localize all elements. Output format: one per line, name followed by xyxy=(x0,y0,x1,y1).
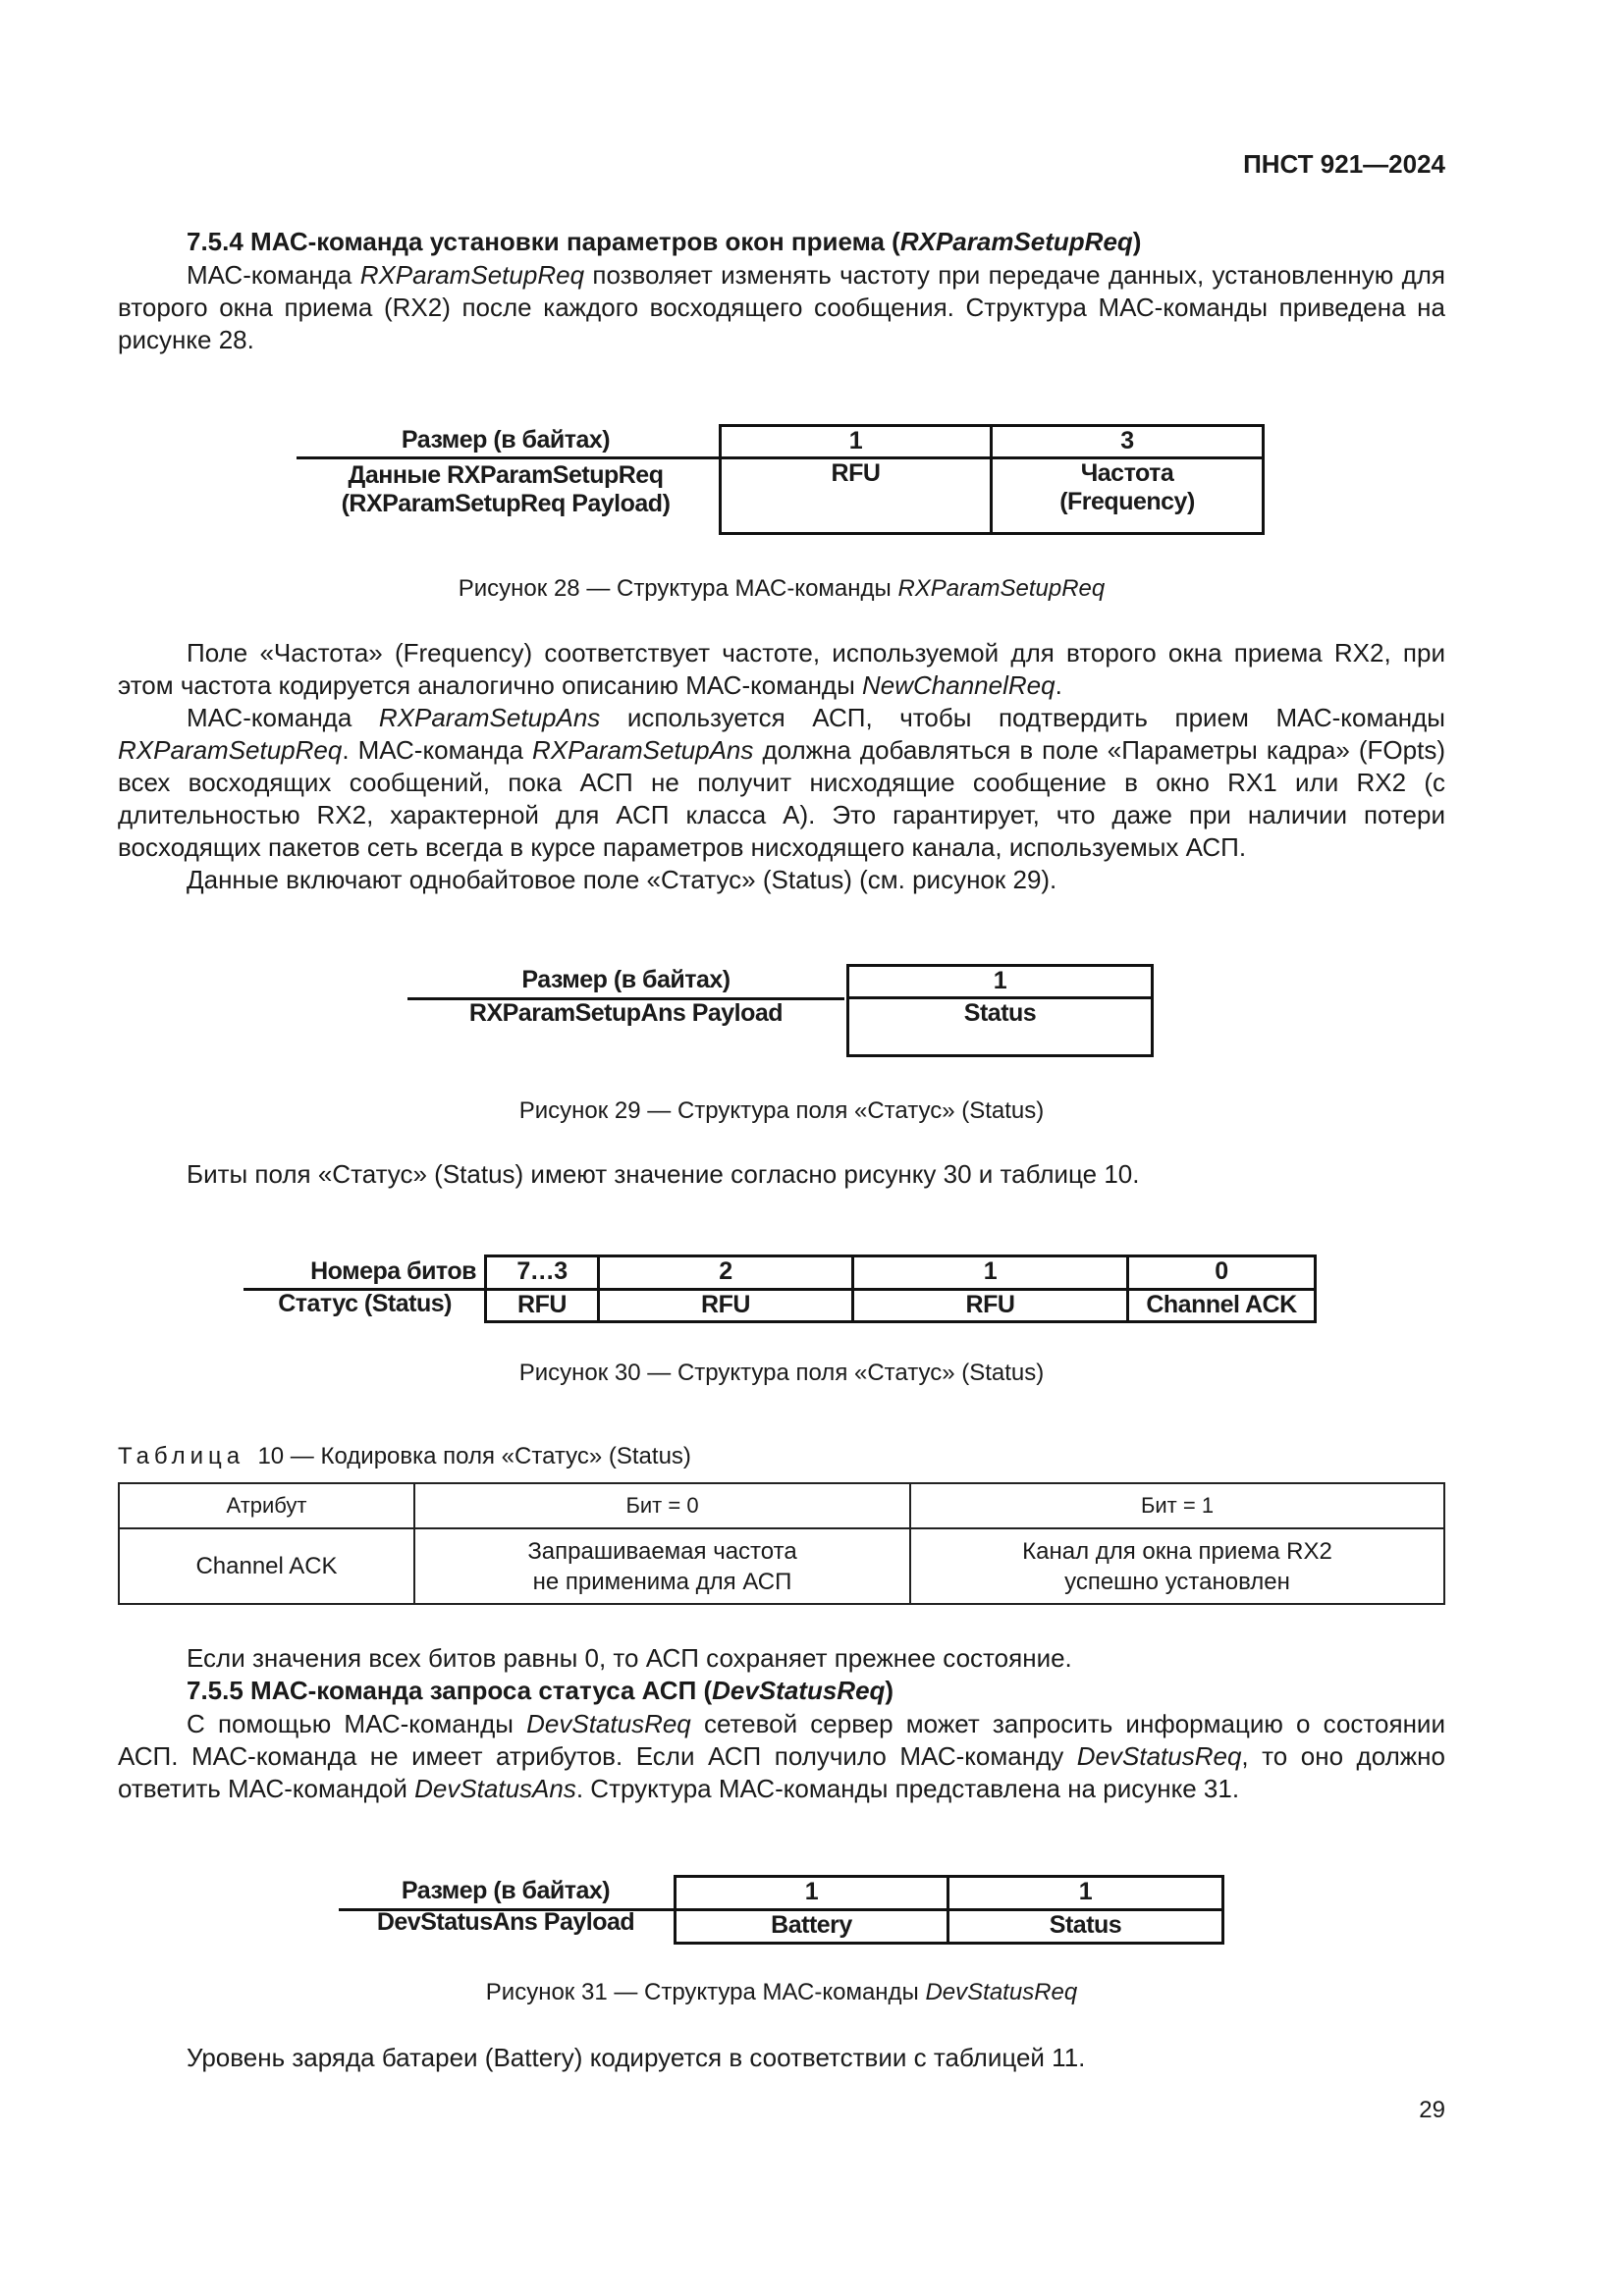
fig31-field-status: Status xyxy=(947,1908,1224,1945)
fig31-field-battery: Battery xyxy=(674,1908,949,1945)
cell-bit-1 xyxy=(910,1528,1444,1604)
text: . xyxy=(1055,670,1062,700)
command-name: RXParamSetupReq xyxy=(359,260,585,290)
fig30-bit-1: 1 xyxy=(851,1255,1129,1291)
section-heading-7-5-5 xyxy=(118,1675,1445,1707)
cell-attribute: Channel ACK xyxy=(119,1528,414,1604)
text: Рисунок 31 — Структура МАС-команды xyxy=(485,1979,926,2005)
fig28-size-1: 1 xyxy=(719,424,993,459)
fig28-size-label: Размер (в байтах) xyxy=(401,426,611,454)
fig30-status-label: Статус (Status) xyxy=(278,1290,452,1317)
command-name: DevStatusReq xyxy=(925,1979,1078,2005)
text: , то оно должно ответить МАС-командой xyxy=(118,1741,1445,1803)
heading-close: ) xyxy=(885,1676,894,1705)
command-name: NewChannelReq xyxy=(862,670,1056,700)
table10 xyxy=(118,1482,1445,1605)
heading-close: ) xyxy=(1132,227,1142,256)
fig28-label-rule xyxy=(297,456,719,459)
text: Поле «Частота» (Frequency) соответствует частоте, используемой для второго окна приема RX2, при этом частота кодируется аналогично описанию МАС-команды xyxy=(118,638,1445,700)
paragraph-frequency xyxy=(118,637,1445,702)
line: (Frequency) xyxy=(1059,488,1195,515)
paragraph-status-byte: Данные включают однобайтовое поле «Статус» (Status) (см. рисунок 29). xyxy=(187,865,1057,894)
header-bit-0: Бит = 0 xyxy=(414,1483,910,1528)
paragraph-zero-bits: Если значения всех битов равны 0, то АСП сохраняет прежнее состояние. xyxy=(187,1643,1072,1673)
command-name: RXParamSetupReq xyxy=(118,735,343,765)
command-name: RXParamSetupAns xyxy=(378,703,601,732)
command-name: DevStatusAns xyxy=(414,1774,576,1803)
cell-bit-0 xyxy=(414,1528,910,1604)
text: МАС-команда xyxy=(187,703,379,732)
fig31-size-2: 1 xyxy=(947,1875,1224,1911)
heading-text: 7.5.5 МАС-команда запроса статуса АСП ( xyxy=(187,1676,713,1705)
command-name: DevStatusReq xyxy=(1076,1741,1242,1771)
document-code: ПНСТ 921—2024 xyxy=(1243,149,1445,179)
paragraph-battery: Уровень заряда батареи (Battery) кодируется в соответствии с таблицей 11. xyxy=(187,2043,1086,2072)
header-bit-1: Бит = 1 xyxy=(910,1483,1444,1528)
fig30-bit-2: 2 xyxy=(597,1255,854,1291)
table-word: Таблица xyxy=(118,1443,245,1469)
text: . Структура МАС-команды представлена на рисунке 31. xyxy=(575,1774,1240,1803)
text: сетевой сервер может запросить информацию о состоянии АСП. МАС-команда не имеет атрибутов. Если АСП получило МАС-команду xyxy=(118,1709,1445,1771)
fig30-bits-label: Номера битов xyxy=(310,1257,476,1285)
page-number: 29 xyxy=(1419,2097,1445,2123)
fig28-caption xyxy=(0,575,1563,603)
fig30-bit-0: 0 xyxy=(1126,1255,1317,1291)
paragraph-rxparamsetupreq xyxy=(118,259,1445,356)
fig28-payload-label-2: (RXParamSetupReq Payload) xyxy=(341,490,671,517)
line: Частота xyxy=(1080,459,1174,487)
text: Рисунок 28 — Структура МАС-команды xyxy=(458,575,898,602)
fig29-size: 1 xyxy=(846,964,1154,999)
fig31-size-label: Размер (в байтах) xyxy=(401,1877,611,1904)
text: МАС-команда xyxy=(187,260,360,290)
line: успешно установлен xyxy=(1064,1568,1290,1595)
line: не применима для АСП xyxy=(532,1568,792,1595)
heading-command: RXParamSetupReq xyxy=(899,227,1133,256)
line: Канал для окна приема RX2 xyxy=(1022,1537,1332,1565)
text: должна добавляться в поле «Параметры кадра» (FOpts) всех восходящих сообщений, пока АСП не получит нисходящие сообщение в окно RX1 или RX2 (с длительностью RX2, характерной для АСП класса А). Это гарантирует, что даже при наличии потери восходящих пакетов сеть всегда в курсе параметров нисходящего канала, используемых АСП. xyxy=(118,735,1445,862)
fig30-field-rfu-2: RFU xyxy=(597,1288,854,1323)
text: С помощью МАС-команды xyxy=(187,1709,527,1738)
fig28-size-2: 3 xyxy=(990,424,1265,459)
fig30-bit-7-3: 7…3 xyxy=(484,1255,600,1291)
command-name: DevStatusReq xyxy=(526,1709,691,1738)
command-name: RXParamSetupReq xyxy=(897,575,1106,602)
fig31-payload-label: DevStatusAns Payload xyxy=(376,1908,635,1936)
heading-command: DevStatusReq xyxy=(712,1676,886,1705)
fig28-payload-label-1: Данные RXParamSetupReq xyxy=(348,461,664,489)
fig29-caption: Рисунок 29 — Структура поля «Статус» (Status) xyxy=(518,1097,1045,1124)
fig30-caption: Рисунок 30 — Структура поля «Статус» (Status) xyxy=(518,1360,1045,1386)
command-name: RXParamSetupAns xyxy=(531,735,754,765)
fig31-size-1: 1 xyxy=(674,1875,949,1911)
heading-text: 7.5.4 МАС-команда установки параметров окон приема ( xyxy=(187,227,900,256)
line: Запрашиваемая частота xyxy=(527,1537,797,1565)
table10-title xyxy=(118,1443,691,1470)
fig28-field-rfu: RFU xyxy=(719,456,993,535)
table-row xyxy=(119,1528,1444,1604)
text: позволяет изменять частоту при передаче данных, установленную для второго окна приема (RX2) после каждого восходящего сообщения. Структура МАС-команды приведена на рисунке 28. xyxy=(118,260,1445,354)
fig31-caption xyxy=(0,1979,1563,2006)
text: . МАС-команда xyxy=(342,735,532,765)
table-title-text: 10 — Кодировка поля «Статус» (Status) xyxy=(244,1443,691,1469)
fig28-field-frequency xyxy=(990,456,1265,535)
section-heading-7-5-4 xyxy=(118,226,1445,258)
fig29-payload-label: RXParamSetupAns Payload xyxy=(468,999,784,1027)
fig30-field-channel-ack: Channel ACK xyxy=(1126,1288,1317,1323)
fig30-field-rfu-1: RFU xyxy=(484,1288,600,1323)
text: используется АСП, чтобы подтвердить прием МАС-команды xyxy=(600,703,1445,732)
paragraph-rxparamsetupans xyxy=(118,702,1445,864)
fig30-field-rfu-3: RFU xyxy=(851,1288,1129,1323)
header-attribute: Атрибут xyxy=(119,1483,414,1528)
fig29-field-status: Status xyxy=(846,996,1154,1057)
fig29-size-label: Размер (в байтах) xyxy=(521,966,731,993)
paragraph-status-bits: Биты поля «Статус» (Status) имеют значение согласно рисунку 30 и таблице 10. xyxy=(187,1159,1140,1189)
table-header-row xyxy=(119,1483,1444,1528)
paragraph-devstatusreq xyxy=(118,1708,1445,1805)
